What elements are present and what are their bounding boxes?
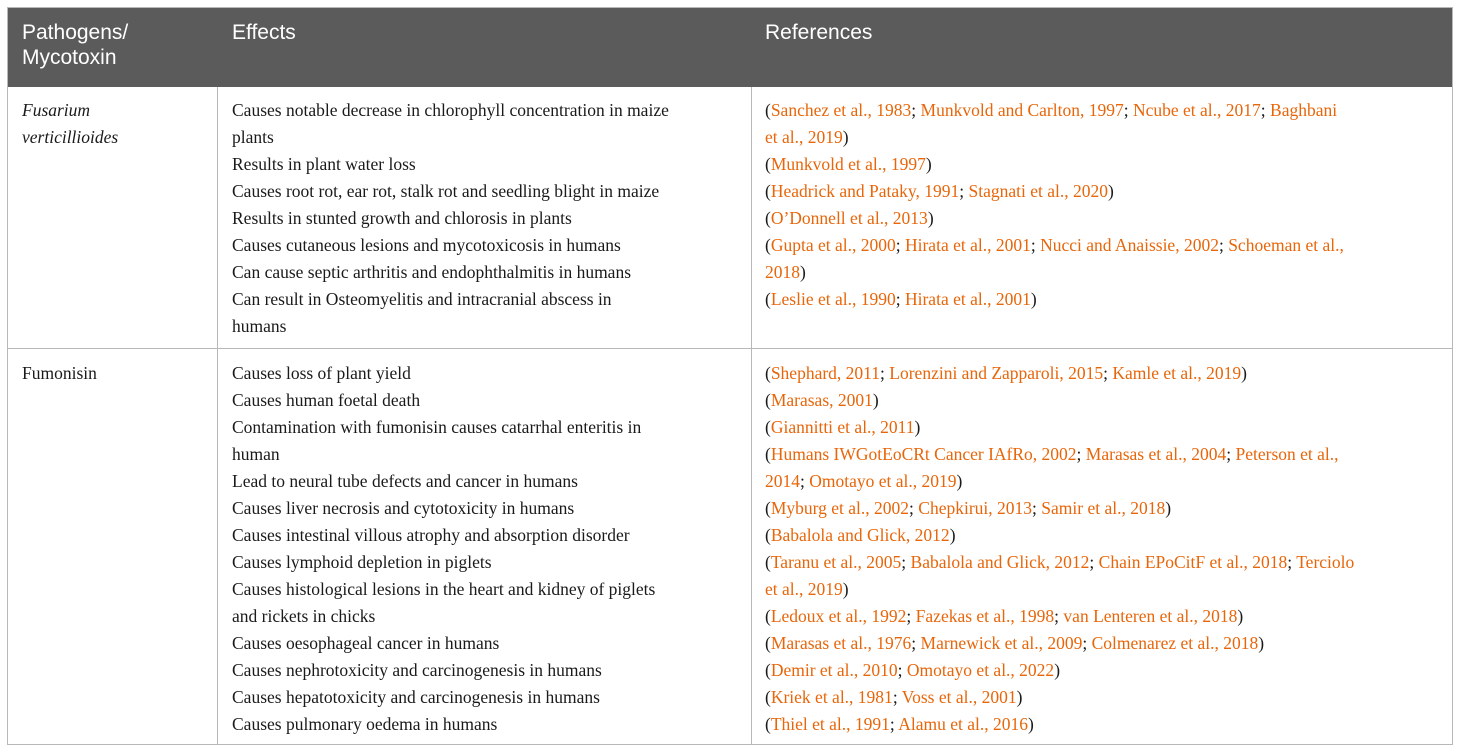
- citation-link[interactable]: Humans IWGotEoCRt Cancer IAfRo, 2002: [770, 444, 1077, 464]
- reference-line: [765, 684, 1354, 711]
- citation-link[interactable]: Ledoux et al., 1992: [770, 606, 907, 626]
- row-1-effects: [232, 97, 669, 340]
- effect-line: human: [232, 444, 280, 464]
- row-2-references: [765, 360, 1354, 738]
- citation-punctuation: ): [925, 154, 932, 174]
- citation-link[interactable]: Marasas et al., 1976: [770, 633, 912, 653]
- citation-punctuation: (: [765, 444, 771, 464]
- citation-punctuation: (: [765, 660, 771, 680]
- effect-line: plants: [232, 127, 274, 147]
- citation-punctuation: ;: [1032, 498, 1042, 518]
- citation-punctuation: ;: [911, 633, 921, 653]
- citation-punctuation: (: [765, 363, 771, 383]
- citation-punctuation: (: [765, 498, 771, 518]
- citation-link[interactable]: Fazekas et al., 1998: [915, 606, 1055, 626]
- row-1-pathogen: [22, 97, 118, 151]
- citation-link[interactable]: Sanchez et al., 1983: [770, 100, 912, 120]
- citation-punctuation: (: [765, 154, 771, 174]
- effect-line: and rickets in chicks: [232, 606, 376, 626]
- citation-punctuation: ;: [895, 289, 905, 309]
- citation-punctuation: ): [914, 417, 921, 437]
- citation-punctuation: ): [1030, 289, 1037, 309]
- citation-link[interactable]: Chain EPoCitF et al., 2018: [1098, 552, 1288, 572]
- reference-line: [765, 441, 1354, 468]
- header-pathogens: Pathogens/ Mycotoxin: [22, 21, 129, 69]
- effect-line: Causes liver necrosis and cytotoxicity in humans: [232, 498, 575, 518]
- row-divider: [8, 348, 1452, 349]
- reference-line: [765, 576, 1354, 603]
- citation-link[interactable]: Giannitti et al., 2011: [770, 417, 915, 437]
- citation-punctuation: (: [765, 633, 771, 653]
- citation-link[interactable]: Peterson et al.,: [1235, 444, 1339, 464]
- citation-link[interactable]: Munkvold et al., 1997: [770, 154, 926, 174]
- citation-link[interactable]: Babalola and Glick, 2012: [770, 525, 950, 545]
- citation-punctuation: ;: [889, 714, 899, 734]
- citation-link[interactable]: van Lenteren et al., 2018: [1063, 606, 1238, 626]
- citation-punctuation: ;: [1054, 606, 1064, 626]
- citation-link[interactable]: Chepkirui, 2013: [918, 498, 1033, 518]
- citation-punctuation: ;: [1123, 100, 1133, 120]
- reference-line: [765, 387, 1354, 414]
- reference-line: [765, 286, 1344, 313]
- citation-link[interactable]: Samir et al., 2018: [1041, 498, 1166, 518]
- citation-punctuation: ;: [1082, 633, 1092, 653]
- citation-link[interactable]: Marasas, 2001: [770, 390, 873, 410]
- reference-line: [765, 178, 1344, 205]
- citation-punctuation: (: [765, 289, 771, 309]
- citation-link[interactable]: Gupta et al., 2000: [770, 235, 896, 255]
- citation-link[interactable]: Marasas et al., 2004: [1085, 444, 1227, 464]
- pathogen-line: Fusarium: [22, 100, 91, 120]
- citation-punctuation: (: [765, 390, 771, 410]
- citation-link[interactable]: Ncube et al., 2017: [1132, 100, 1261, 120]
- citation-link[interactable]: Omotayo et al., 2022: [906, 660, 1055, 680]
- pathogen-line: verticillioides: [22, 127, 119, 147]
- header-references: References: [765, 21, 873, 44]
- data-table: [7, 7, 1453, 745]
- citation-link[interactable]: Kamle et al., 2019: [1112, 363, 1242, 383]
- citation-punctuation: ): [1016, 687, 1023, 707]
- effect-line: Causes notable decrease in chlorophyll concentration in maize: [232, 100, 669, 120]
- citation-link[interactable]: Thiel et al., 1991: [770, 714, 890, 734]
- row-2-effects: [232, 360, 655, 738]
- column-divider: [751, 87, 752, 744]
- citation-punctuation: (: [765, 552, 771, 572]
- citation-punctuation: ): [1165, 498, 1172, 518]
- citation-punctuation: ): [927, 208, 934, 228]
- citation-punctuation: ;: [1089, 552, 1099, 572]
- reference-line: [765, 205, 1344, 232]
- citation-punctuation: (: [765, 181, 771, 201]
- citation-link[interactable]: Taranu et al., 2005: [770, 552, 902, 572]
- citation-punctuation: (: [765, 100, 771, 120]
- reference-line: [765, 522, 1354, 549]
- effect-line: Causes hepatotoxicity and carcinogenesis in humans: [232, 687, 600, 707]
- citation-punctuation: ;: [901, 552, 911, 572]
- citation-link[interactable]: Kriek et al., 1981: [770, 687, 893, 707]
- citation-punctuation: ;: [895, 235, 905, 255]
- citation-punctuation: ): [1027, 714, 1034, 734]
- effect-line: Causes human foetal death: [232, 390, 421, 410]
- citation-punctuation: ;: [1226, 444, 1236, 464]
- citation-punctuation: ;: [909, 498, 919, 518]
- citation-punctuation: ;: [897, 660, 907, 680]
- citation-punctuation: ;: [1260, 100, 1271, 120]
- citation-punctuation: ): [956, 471, 963, 491]
- effect-line: Can cause septic arthritis and endophthalmitis in humans: [232, 262, 632, 282]
- effect-line: Can result in Osteomyelitis and intracranial abscess in: [232, 289, 612, 309]
- effect-line: Lead to neural tube defects and cancer in humans: [232, 471, 578, 491]
- citation-link[interactable]: Lorenzini and Zapparoli, 2015: [889, 363, 1104, 383]
- citation-punctuation: (: [765, 235, 771, 255]
- citation-punctuation: (: [765, 417, 771, 437]
- citation-link[interactable]: Hirata et al., 2001: [904, 235, 1031, 255]
- citation-punctuation: ;: [1076, 444, 1086, 464]
- citation-punctuation: ;: [892, 687, 902, 707]
- citation-link[interactable]: Munkvold and Carlton, 1997: [920, 100, 1124, 120]
- citation-punctuation: ;: [1030, 235, 1041, 255]
- citation-link[interactable]: Demir et al., 2010: [770, 660, 898, 680]
- effect-line: Causes pulmonary oedema in humans: [232, 714, 498, 734]
- citation-link[interactable]: Omotayo et al., 2019: [809, 471, 957, 491]
- citation-link[interactable]: Myburg et al., 2002: [770, 498, 910, 518]
- reference-line: [765, 630, 1354, 657]
- effect-line: Causes oesophageal cancer in humans: [232, 633, 500, 653]
- effect-line: Causes nephrotoxicity and carcinogenesis in humans: [232, 660, 602, 680]
- citation-link[interactable]: Marnewick et al., 2009: [920, 633, 1083, 653]
- reference-line: [765, 151, 1344, 178]
- row-2-pathogen: [22, 360, 97, 387]
- effect-line: humans: [232, 316, 287, 336]
- reference-line: [765, 495, 1354, 522]
- pathogen-line: Fumonisin: [22, 363, 97, 383]
- citation-punctuation: ): [1107, 181, 1114, 201]
- reference-line: [765, 259, 1344, 286]
- effect-line: Causes intestinal villous atrophy and absorption disorder: [232, 525, 630, 545]
- citation-link[interactable]: et al., 2019: [765, 579, 843, 599]
- citation-punctuation: ;: [880, 363, 890, 383]
- citation-link[interactable]: Headrick and Pataky, 1991: [770, 181, 960, 201]
- row-1-references: [765, 97, 1344, 313]
- effect-line: Contamination with fumonisin causes catarrhal enteritis in: [232, 417, 642, 437]
- effect-line: Causes root rot, ear rot, stalk rot and seedling blight in maize: [232, 181, 660, 201]
- citation-punctuation: (: [765, 606, 771, 626]
- citation-link[interactable]: Baghbani: [1270, 100, 1338, 120]
- citation-punctuation: ): [949, 525, 956, 545]
- citation-punctuation: ;: [1287, 552, 1297, 572]
- citation-link[interactable]: et al., 2019: [765, 127, 843, 147]
- citation-punctuation: ;: [800, 471, 810, 491]
- reference-line: [765, 414, 1354, 441]
- citation-link[interactable]: Nucci and Anaissie, 2002: [1040, 235, 1219, 255]
- citation-punctuation: ;: [1103, 363, 1113, 383]
- reference-line: [765, 468, 1354, 495]
- citation-punctuation: ): [1258, 633, 1265, 653]
- reference-line: [765, 711, 1354, 738]
- citation-punctuation: (: [765, 208, 771, 228]
- reference-line: [765, 657, 1354, 684]
- citation-link[interactable]: Leslie et al., 1990: [770, 289, 896, 309]
- citation-link[interactable]: Terciolo: [1296, 552, 1355, 572]
- citation-link[interactable]: Colmenarez et al., 2018: [1091, 633, 1259, 653]
- citation-punctuation: ): [1241, 363, 1247, 383]
- effect-line: Causes histological lesions in the heart and kidney of piglets: [232, 579, 656, 599]
- reference-line: [765, 360, 1354, 387]
- citation-link[interactable]: 2014: [765, 471, 800, 491]
- effect-line: Results in plant water loss: [232, 154, 416, 174]
- citation-punctuation: ): [1237, 606, 1244, 626]
- citation-link[interactable]: Babalola and Glick, 2012: [910, 552, 1090, 572]
- column-divider: [217, 87, 218, 744]
- citation-link[interactable]: Schoeman et al.,: [1228, 235, 1344, 255]
- citation-punctuation: ;: [906, 606, 916, 626]
- reference-line: [765, 603, 1354, 630]
- reference-line: [765, 124, 1344, 151]
- citation-link[interactable]: 2018: [765, 262, 800, 282]
- reference-line: [765, 232, 1344, 259]
- citation-link[interactable]: Stagnati et al., 2020: [968, 181, 1108, 201]
- citation-punctuation: ): [1054, 660, 1061, 680]
- citation-punctuation: (: [765, 525, 771, 545]
- citation-link[interactable]: Alamu et al., 2016: [898, 714, 1028, 734]
- citation-punctuation: ;: [1218, 235, 1229, 255]
- reference-line: [765, 97, 1344, 124]
- citation-link[interactable]: Hirata et al., 2001: [904, 289, 1031, 309]
- effect-line: Causes cutaneous lesions and mycotoxicosis in humans: [232, 235, 621, 255]
- citation-link[interactable]: Voss et al., 2001: [901, 687, 1017, 707]
- effect-line: Causes lymphoid depletion in piglets: [232, 552, 492, 572]
- citation-punctuation: ): [872, 390, 879, 410]
- citation-link[interactable]: O’Donnell et al., 2013: [770, 208, 928, 228]
- header-effects: Effects: [232, 21, 296, 44]
- citation-punctuation: (: [765, 714, 771, 734]
- reference-line: [765, 549, 1354, 576]
- citation-punctuation: ;: [911, 100, 921, 120]
- effect-line: Results in stunted growth and chlorosis in plants: [232, 208, 572, 228]
- citation-link[interactable]: Shephard, 2011: [770, 363, 881, 383]
- citation-punctuation: ): [800, 262, 806, 282]
- effect-line: Causes loss of plant yield: [232, 363, 411, 383]
- citation-punctuation: (: [765, 687, 771, 707]
- citation-punctuation: ): [842, 127, 849, 147]
- table-header: [8, 8, 1452, 87]
- citation-punctuation: ;: [959, 181, 969, 201]
- citation-punctuation: ): [842, 579, 849, 599]
